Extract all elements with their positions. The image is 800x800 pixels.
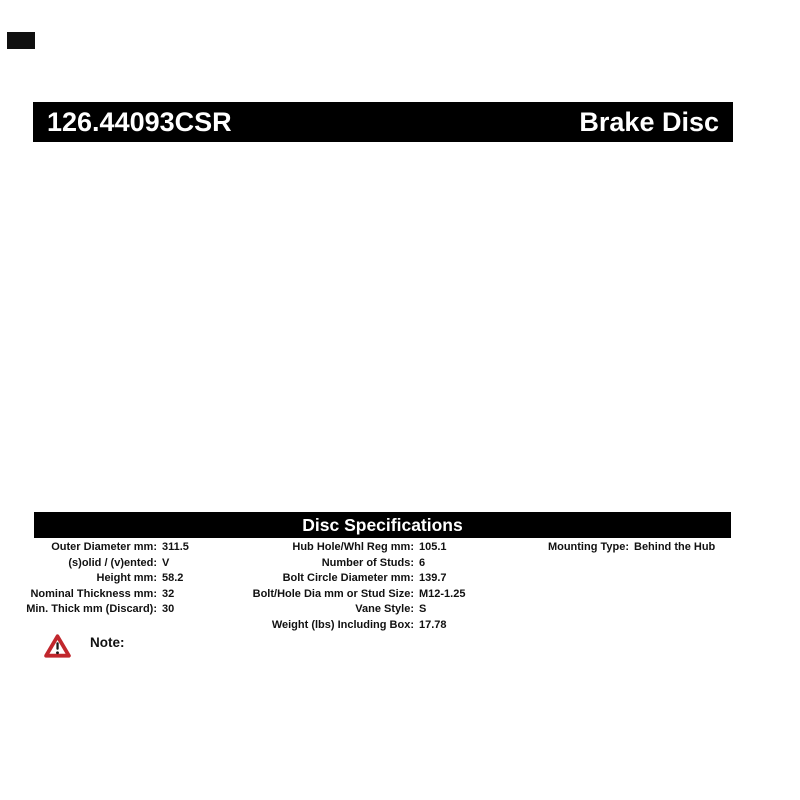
spec-value: M12-1.25 <box>419 587 466 600</box>
spec-row-stud-size <box>252 587 465 603</box>
spec-label: Nominal Thickness mm: <box>30 587 157 600</box>
spec-value: 30 <box>162 603 175 615</box>
spec-row-bolt-circle <box>252 571 465 587</box>
warning-triangle-icon <box>44 632 71 660</box>
spec-value: 32 <box>162 587 175 600</box>
header-bar <box>33 102 733 142</box>
spec-value: Behind the Hub <box>634 541 716 553</box>
spec-label: Height mm: <box>96 572 157 584</box>
spec-value: V <box>162 556 170 569</box>
spec-row-min-thick <box>11 602 189 618</box>
spec-value: 311.5 <box>162 541 189 553</box>
spec-label: (s)olid / (v)ented: <box>68 556 157 569</box>
spec-row-nominal-thickness <box>11 587 189 603</box>
spec-row-vane-style <box>252 602 465 618</box>
spec-row-weight <box>252 618 465 634</box>
spec-label: Vane Style: <box>355 603 414 615</box>
spec-row-solid-vented <box>11 556 189 572</box>
spec-column-hub-bolt <box>252 540 465 633</box>
spec-column-mounting <box>511 540 715 556</box>
spec-value: 58.2 <box>162 572 184 584</box>
spec-row-hub-hole <box>252 540 465 556</box>
spec-row-height <box>11 571 189 587</box>
spec-title-bar <box>34 512 731 538</box>
spec-label: Bolt Circle Diameter mm: <box>282 572 414 584</box>
spec-value: 139.7 <box>419 572 447 584</box>
spec-row-mounting-type <box>511 540 715 556</box>
spec-label: Weight (lbs) Including Box: <box>271 618 414 631</box>
spec-label: Hub Hole/Whl Reg mm: <box>292 541 414 553</box>
note-label: Note: <box>90 635 125 650</box>
spec-row-outer-diameter <box>11 540 189 556</box>
part-number: 126.44093CSR <box>47 106 232 137</box>
spec-label: Bolt/Hole Dia mm or Stud Size: <box>252 587 414 600</box>
spec-value: 17.78 <box>419 618 447 631</box>
spec-column-dimensions <box>11 540 189 618</box>
spec-label: Number of Studs: <box>321 556 414 569</box>
spec-value: 105.1 <box>419 541 447 553</box>
spec-value: S <box>419 603 427 615</box>
spec-label: Outer Diameter mm: <box>51 541 157 553</box>
spec-row-number-of-studs <box>252 556 465 572</box>
product-type: Brake Disc <box>579 106 719 137</box>
corner-marker <box>7 32 35 49</box>
spec-label: Min. Thick mm (Discard): <box>26 603 157 615</box>
spec-title: Disc Specifications <box>302 514 463 535</box>
spec-label: Mounting Type: <box>547 541 629 553</box>
spec-value: 6 <box>419 556 426 569</box>
